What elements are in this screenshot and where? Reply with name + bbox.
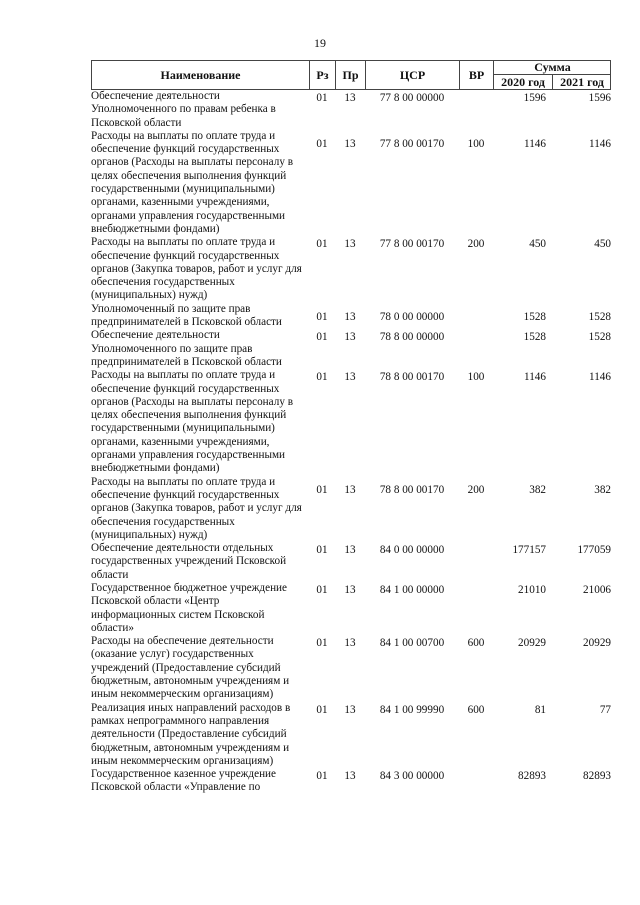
row-vr (459, 329, 493, 369)
row-vr (459, 303, 493, 330)
row-rz: 01 (316, 637, 328, 650)
row-sum-2021: 382 (594, 483, 611, 496)
row-name: Государственное бюджетное учреждение Псковской области «Центр информационных систем Псковской области» (91, 581, 288, 634)
row-csr: 78 8 00 00170 (379, 371, 445, 384)
row-vr: 100 (467, 137, 485, 150)
table-row (91, 303, 611, 330)
row-csr: 77 8 00 00000 (379, 92, 445, 104)
page-number: 19 (314, 36, 326, 50)
row-pr: 13 (344, 770, 356, 783)
row-pr: 13 (344, 137, 356, 150)
header-sum: Сумма (494, 61, 611, 75)
row-name: Расходы на выплаты по оплате труда и обеспечение функций государственных органов (Закупка товаров, работ и услуг для обеспечения государственных (муниципальных) нужд) (91, 236, 302, 302)
row-pr: 13 (344, 92, 356, 104)
row-pr: 13 (344, 703, 356, 716)
row-pr: 13 (344, 637, 356, 650)
row-rz: 01 (316, 483, 328, 496)
row-pr: 13 (344, 331, 356, 344)
table-row (91, 369, 611, 475)
row-rz: 01 (316, 770, 328, 783)
row-rz: 01 (316, 238, 328, 251)
row-sum-2021: 1528 (588, 331, 611, 344)
row-vr: 200 (467, 238, 485, 251)
row-rz: 01 (316, 92, 328, 104)
row-sum-2020: 20929 (518, 637, 546, 650)
row-name: Обеспечение деятельности Уполномоченного по защите прав предпринимателей в Псковской области (91, 329, 282, 368)
row-sum-2021: 1528 (588, 310, 611, 323)
table-header (91, 60, 611, 90)
table-row (91, 702, 611, 768)
table-row (91, 768, 611, 795)
row-vr: 600 (467, 637, 485, 650)
row-sum-2021: 77 (599, 703, 611, 716)
row-sum-2020: 21010 (518, 583, 546, 596)
row-csr: 84 1 00 00000 (379, 583, 445, 596)
row-name: Расходы на выплаты по оплате труда и обеспечение функций государственных органов (Закупка товаров, работ и услуг для обеспечения государственных (муниципальных) нужд) (91, 475, 302, 541)
row-csr: 77 8 00 00170 (379, 137, 445, 150)
row-name: Государственное казенное учреждение Псковской области «Управление по (91, 768, 277, 794)
row-pr: 13 (344, 583, 356, 596)
row-csr: 78 8 00 00000 (379, 331, 445, 344)
row-vr: 100 (467, 371, 485, 384)
row-csr: 78 8 00 00170 (379, 483, 445, 496)
row-vr (459, 90, 493, 130)
row-sum-2021: 177059 (577, 544, 611, 557)
table-row (91, 542, 611, 582)
row-csr: 77 8 00 00170 (379, 238, 445, 251)
row-pr: 13 (344, 544, 356, 557)
row-sum-2020: 450 (529, 238, 546, 251)
row-name: Расходы на выплаты по оплате труда и обеспечение функций государственных органов (Расходы на выплаты персоналу в целях обеспечения выполнения функций государственными (муниципальными) органами, казенными учреждениями, органами управления государственными внебюджетными фондами) (91, 129, 293, 235)
row-pr: 13 (344, 483, 356, 496)
row-rz: 01 (316, 583, 328, 596)
row-sum-2020: 81 (534, 703, 546, 716)
header-year-2021: 2021 год (560, 74, 604, 89)
row-rz: 01 (316, 331, 328, 344)
row-csr: 84 1 00 99990 (379, 703, 445, 716)
row-vr (459, 542, 493, 582)
header-rz: Рз (310, 61, 336, 89)
row-name: Расходы на выплаты по оплате труда и обеспечение функций государственных органов (Расходы на выплаты персоналу в целях обеспечения выполнения функций государственными (муниципальными) органами, казенными учреждениями, органами управления государственными внебюджетными фондами) (91, 369, 293, 475)
row-sum-2020: 82893 (518, 770, 546, 783)
table-row (91, 130, 611, 236)
row-rz: 01 (316, 137, 328, 150)
header-vr: ВР (460, 61, 494, 89)
header-csr: ЦСР (366, 61, 460, 89)
header-name: Наименование (92, 61, 310, 89)
table-row (91, 90, 611, 130)
row-rz: 01 (316, 703, 328, 716)
row-sum-2020: 1528 (523, 331, 546, 344)
table-row (91, 236, 611, 302)
row-sum-2021: 21006 (583, 583, 611, 596)
table-body (91, 90, 611, 795)
table-row (91, 582, 611, 635)
row-sum-2020: 1146 (524, 137, 546, 150)
row-sum-2020: 382 (529, 483, 546, 496)
row-vr: 600 (467, 703, 485, 716)
table-row (91, 329, 611, 369)
row-csr: 78 0 00 00000 (379, 310, 445, 323)
row-pr: 13 (344, 310, 356, 323)
row-csr: 84 3 00 00000 (379, 770, 445, 783)
row-sum-2020: 1528 (523, 310, 546, 323)
row-csr: 84 0 00 00000 (379, 544, 445, 557)
row-csr: 84 1 00 00700 (379, 637, 445, 650)
row-sum-2021: 1596 (588, 92, 611, 104)
row-sum-2021: 1146 (589, 137, 611, 150)
row-vr (459, 582, 493, 635)
row-vr: 200 (467, 483, 485, 496)
row-name: Обеспечение деятельности отдельных государственных учреждений Псковской области (91, 542, 287, 581)
row-name: Расходы на обеспечение деятельности (оказание услуг) государственных учреждений (Предоставление субсидий бюджетным, автономным учреждениям и иным некоммерческим организациям) (91, 635, 290, 701)
row-rz: 01 (316, 371, 328, 384)
row-sum-2020: 177157 (512, 544, 546, 557)
header-year-2020: 2020 год (494, 75, 553, 89)
row-name: Реализация иных направлений расходов в рамках непрограммного направления деятельности (Предоставление субсидий бюджетным, автономным учреждениям и иным некоммерческим организациям) (91, 701, 291, 767)
row-sum-2021: 20929 (583, 637, 611, 650)
row-pr: 13 (344, 238, 356, 251)
table-row (91, 476, 611, 542)
row-name: Обеспечение деятельности Уполномоченного по правам ребенка в Псковской области (91, 90, 276, 129)
row-pr: 13 (344, 371, 356, 384)
row-sum-2020: 1596 (523, 92, 546, 104)
row-sum-2021: 450 (594, 238, 611, 251)
row-name: Уполномоченный по защите прав предпринимателей в Псковской области (91, 302, 282, 329)
row-rz: 01 (316, 544, 328, 557)
row-sum-2021: 82893 (583, 770, 611, 783)
row-rz: 01 (316, 310, 328, 323)
row-sum-2021: 1146 (589, 371, 611, 384)
row-sum-2020: 1146 (524, 371, 546, 384)
header-pr: Пр (336, 61, 366, 89)
table-row (91, 635, 611, 701)
row-vr (459, 768, 493, 795)
